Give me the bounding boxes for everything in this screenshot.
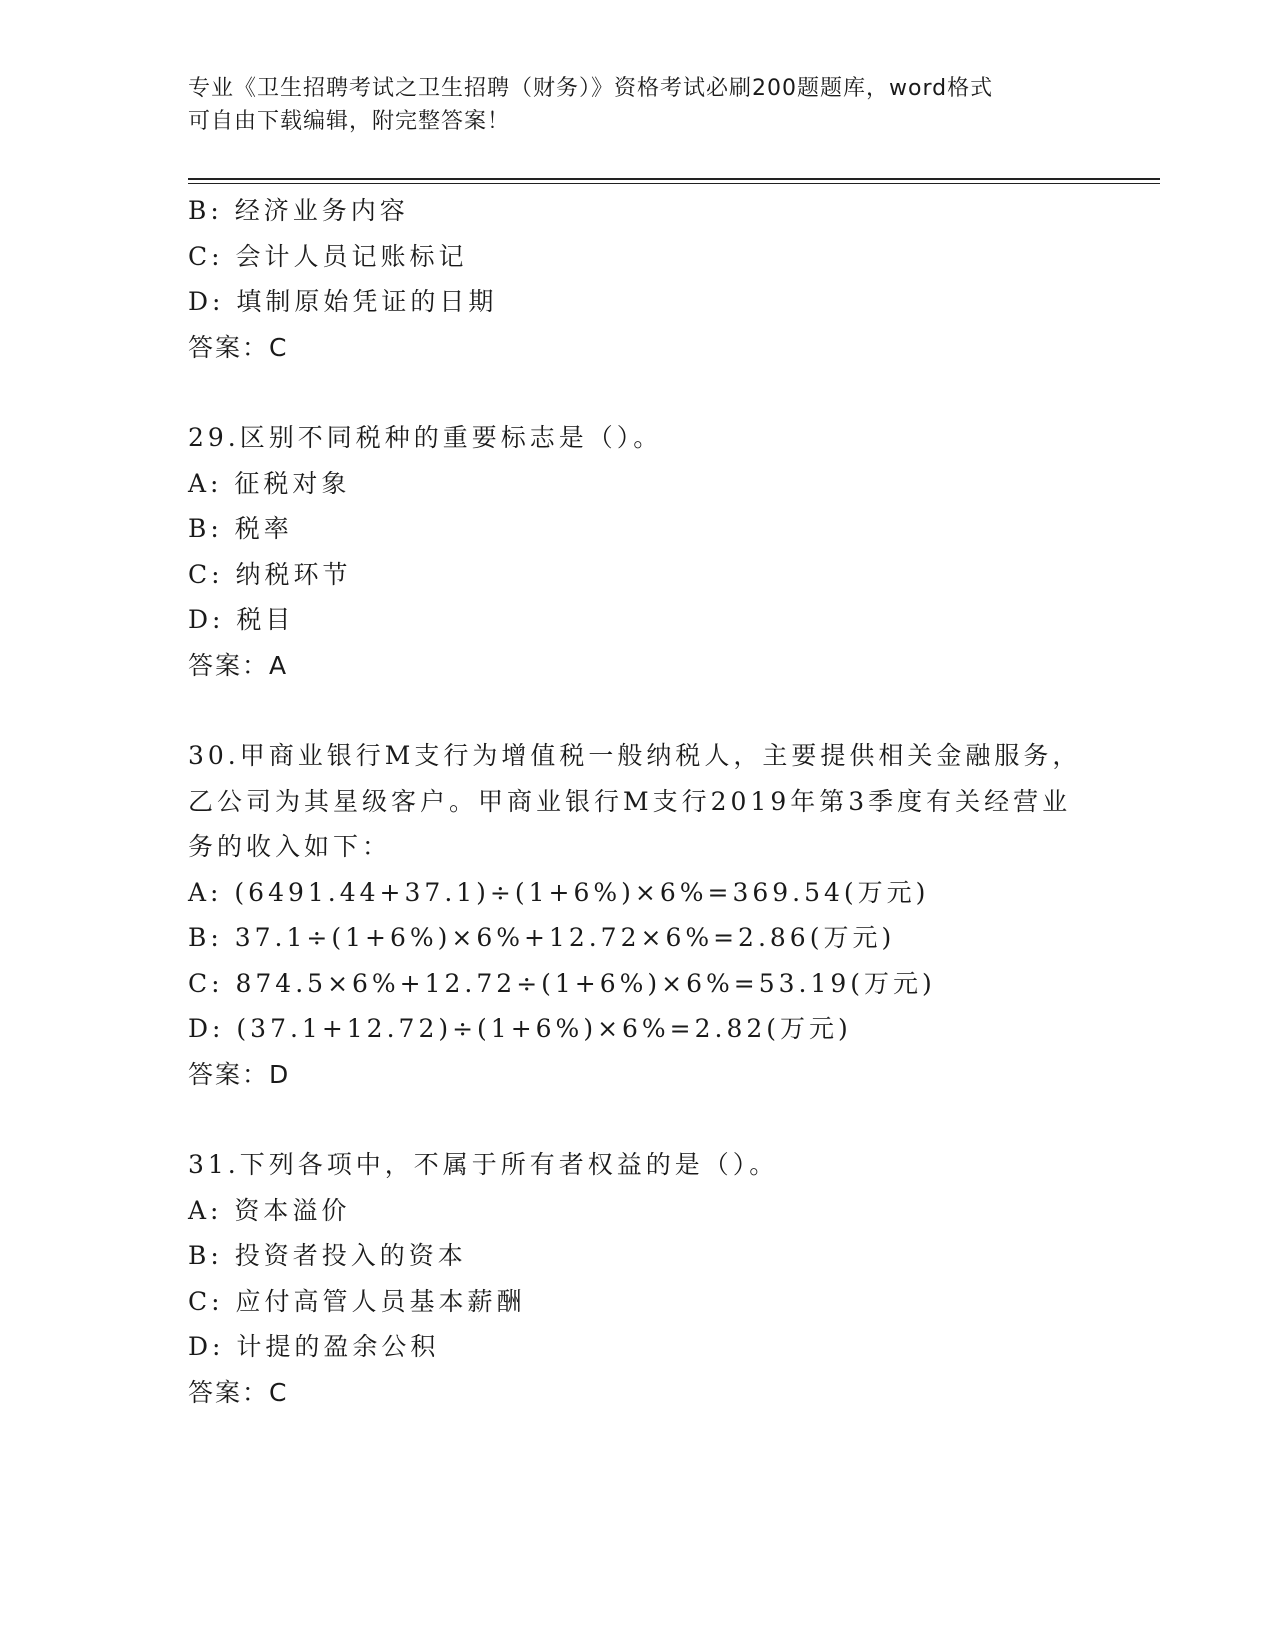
spacer bbox=[188, 688, 1168, 733]
spacer bbox=[188, 370, 1168, 415]
option-d: D: 税目 bbox=[188, 605, 295, 634]
question-list bbox=[188, 188, 1168, 1415]
option-b: B: 投资者投入的资本 bbox=[188, 1241, 467, 1270]
option-d: D: 填制原始凭证的日期 bbox=[188, 287, 498, 316]
option-c: C: 会计人员记账标记 bbox=[188, 241, 468, 271]
option-d: D: (37.1+12.72)÷(1+6%)×6%=2.82(万元) bbox=[188, 1014, 852, 1043]
spacer bbox=[188, 1097, 1168, 1142]
header-title-line-2: 可自由下载编辑，附完整答案！ bbox=[188, 109, 511, 134]
option-a: A: (6491.44+37.1)÷(1+6%)×6%=369.54(万元) bbox=[188, 877, 930, 907]
question-31-block bbox=[188, 1142, 1168, 1415]
page-header bbox=[188, 72, 1088, 138]
answer-line: 答案：C bbox=[188, 1377, 289, 1407]
question-text: 31.下列各项中，不属于所有者权益的是（）。 bbox=[188, 1150, 779, 1179]
header-title-line-1: 专业《卫生招聘考试之卫生招聘（财务）》资格考试必刷200题题库，word格式 bbox=[188, 76, 994, 101]
option-c: C: 874.5×6%+12.72÷(1+6%)×6%=53.19(万元) bbox=[188, 968, 936, 998]
question-text-line-2: 乙公司为其星级客户。甲商业银行M支行2019年第3季度有关经营业 bbox=[188, 786, 1072, 816]
option-c: C: 纳税环节 bbox=[188, 559, 352, 589]
question-text-line-3: 务的收入如下： bbox=[188, 832, 392, 861]
option-b: B: 经济业务内容 bbox=[188, 196, 409, 225]
option-c: C: 应付高管人员基本薪酬 bbox=[188, 1286, 526, 1316]
option-b: B: 37.1÷(1+6%)×6%+12.72×6%=2.86(万元) bbox=[188, 923, 896, 952]
answer-line: 答案：A bbox=[188, 650, 289, 680]
option-a: A: 资本溢价 bbox=[188, 1195, 351, 1225]
question-29-block bbox=[188, 415, 1168, 688]
question-text: 29.区别不同税种的重要标志是（）。 bbox=[188, 423, 663, 452]
option-b: B: 税率 bbox=[188, 514, 293, 543]
option-d: D: 计提的盈余公积 bbox=[188, 1332, 440, 1361]
answer-line: 答案：D bbox=[188, 1059, 291, 1089]
question-28-block bbox=[188, 188, 1168, 370]
answer-line: 答案：C bbox=[188, 332, 289, 362]
question-30-block bbox=[188, 733, 1168, 1097]
option-a: A: 征税对象 bbox=[188, 468, 351, 498]
question-text-line-1: 30.甲商业银行M支行为增值税一般纳税人，主要提供相关金融服务， bbox=[188, 741, 1082, 770]
header-rule-thick bbox=[188, 178, 1160, 180]
header-rule-thin bbox=[188, 183, 1160, 184]
